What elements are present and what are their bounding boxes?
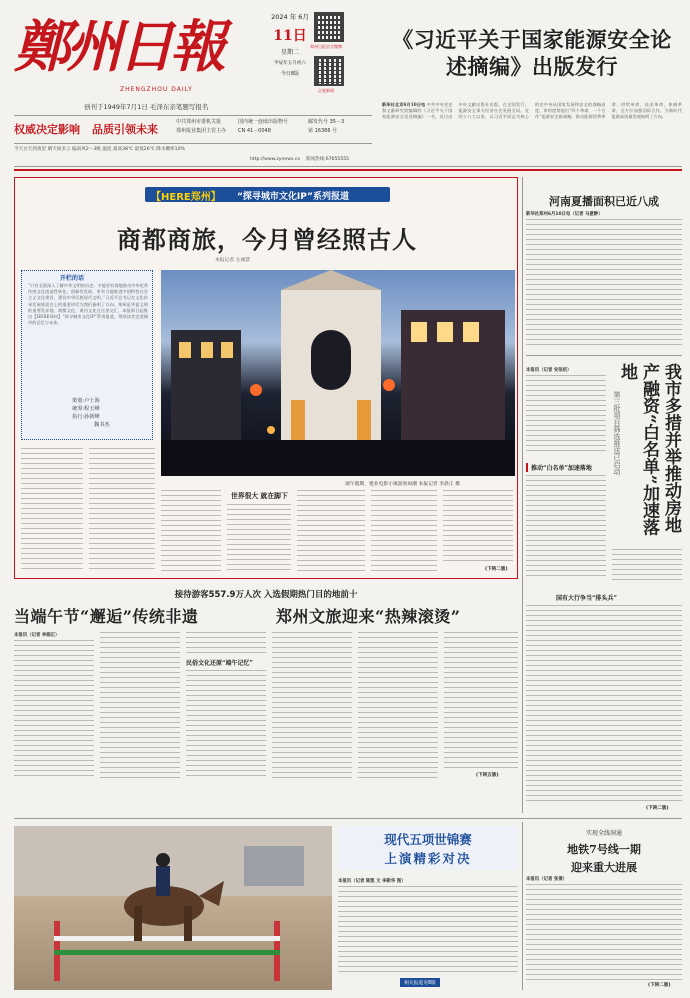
date-day: 11日 <box>273 28 307 44</box>
town-scene-graphic <box>161 270 515 476</box>
masthead-divider <box>14 115 372 116</box>
masthead-english: ZHENGZHOU DAILY <box>120 86 193 93</box>
equestrian-caption <box>400 978 440 987</box>
top-divider <box>14 166 682 167</box>
lead-story-body <box>382 102 682 172</box>
story2-body-bottom <box>526 605 682 805</box>
equestrian-photo <box>14 826 332 990</box>
qr-caption-weibo: 郑州日报官方微博 <box>310 44 342 49</box>
top-divider-red <box>14 169 682 171</box>
here-feature-box <box>14 177 518 579</box>
lead-story <box>382 8 682 173</box>
festival-col-4 <box>272 632 352 778</box>
festival-col-1 <box>14 640 94 778</box>
festival-col-3 <box>186 632 266 654</box>
founded-line: 创刊于1949年7月1日 毛泽东亲笔题写报名 <box>84 103 209 111</box>
feature-photo <box>161 270 515 476</box>
story2-section-2: 国有大行争当“排头兵” <box>556 595 617 602</box>
date-block <box>268 10 312 105</box>
lead-story-text: 中共中央党史和文献研究院编辑的《习近平关于国家能源安全论述摘编》一书，近日由中央文献出版社出版，在全国发行。能源安全事关经济社会发展全局。党的十八大以来，以习近平同志为核心的党中央从国家发展和安全的战略高度，审时度势提出“四个革命、一个合作”能源安全新战略，推动能源消费革命、供给革命、技术革命、体制革命，全方位加强国际合作，为新时代能源高质量发展指明了方向。 <box>382 102 682 120</box>
post-number: 第 16386 号 <box>308 128 338 134</box>
story1-body <box>526 219 682 349</box>
credit-execution: 执行:孙新峰 <box>72 414 100 420</box>
website-strip <box>250 156 380 162</box>
lead-story-title[interactable]: 《习近平关于国家能源安全论述摘编》出版发行 <box>392 27 672 79</box>
show-jumping-graphic <box>14 826 332 990</box>
festival-col-2 <box>100 632 180 778</box>
equestrian-byline: 本报讯（记者 陈凯 文 李新华 图） <box>338 879 406 884</box>
hotline: 新闻热线:67655555 <box>305 157 350 162</box>
right-column <box>526 177 682 813</box>
date-month: 2024 年 6月 <box>271 13 309 21</box>
credit-coordination: 统筹:程玉峰 <box>72 406 100 412</box>
equestrian-story <box>338 826 518 990</box>
story2-title[interactable]: 我市多措并举推动房地产融资“白名单”加速落地 <box>617 363 681 536</box>
masthead-title: 鄭州日報 <box>14 14 222 80</box>
right-col-continued: (下转二版) <box>646 806 669 811</box>
bottom-divider <box>14 818 682 819</box>
festival-section: 民俗文化还原“端午记忆” <box>186 660 253 667</box>
metro-byline: 本报讯（记者 张倩） <box>526 877 568 882</box>
lunar-date: 甲辰年五月初六 <box>274 61 306 66</box>
column-divider-bottom <box>522 822 523 990</box>
weather-text: 今天白天到夜里 晴天间多云 偏南风2～3级 温度 最高38℃ 最低26℃ 降水概率10% <box>14 147 185 152</box>
weekday: 星期二 <box>280 49 299 56</box>
publisher-box <box>176 118 372 140</box>
equestrian-title-2[interactable]: 上演精彩对决 <box>384 851 472 866</box>
feature-headline[interactable]: 商都商旅，今月曾经照古人 <box>117 225 417 254</box>
credit-execution-2: 魏书杰 <box>94 422 110 428</box>
story2-subtitle: 第三批项目筛选推送已启动 <box>613 391 621 475</box>
weather-strip <box>14 146 372 155</box>
banner-tag: 【HERE郑州】 <box>151 192 221 203</box>
festival-continued: (下转五版) <box>476 773 499 778</box>
metro-body <box>526 884 682 982</box>
weather-divider <box>14 143 372 144</box>
festival-col-5 <box>358 632 438 778</box>
metro-story <box>526 826 682 990</box>
story2-byline: 本报讯（记者 安依依） <box>526 368 572 373</box>
qr-code-zhengguan <box>314 56 344 86</box>
publisher-2: 郑州报业集团主管主办 <box>176 128 227 134</box>
equestrian-body <box>338 886 518 976</box>
festival-byline: 本报讯（记者 李娟正） <box>14 633 60 638</box>
credit-planning: 策划:卢士海 <box>72 398 100 404</box>
festival-headline-left[interactable]: 当端午节“邂逅”传统非遗 <box>14 607 199 626</box>
festival-story <box>14 588 518 818</box>
story1-byline: 新华社郑州6月10日电（记者 马意翀） <box>526 212 603 217</box>
story1-divider <box>526 355 682 356</box>
metro-kicker: 实现全线洞通 <box>585 830 622 837</box>
equestrian-caption-text: 相关报道见8版 <box>404 981 436 986</box>
slogan-2: 品质引领未来 <box>92 123 158 136</box>
cn-number: CN 41－0048 <box>238 128 271 134</box>
lead-story-byline: 新华社北京6月10日电 <box>382 102 426 107</box>
festival-headline-right[interactable]: 郑州文旅迎来“热辣滚烫” <box>276 607 461 626</box>
feature-byline: 本报记者 左丽慧 <box>215 258 251 263</box>
equestrian-title-1[interactable]: 现代五项世锦赛 <box>384 832 472 847</box>
article-column-4 <box>227 504 291 572</box>
festival-col-3b <box>186 670 266 778</box>
metro-title-2[interactable]: 迎来重大进展 <box>571 861 637 874</box>
festival-kicker: 接待游客557.9万人次 入选假期热门目的地前十 <box>174 590 358 600</box>
article-column-7 <box>443 490 513 564</box>
publisher: 中共郑州市委机关报 <box>176 119 222 125</box>
post-label: 邮发代号 35－3 <box>308 119 345 125</box>
website[interactable]: http://www.zynews.cn <box>250 157 301 162</box>
festival-col-6 <box>444 632 518 770</box>
story2-body-mid <box>526 475 606 579</box>
story2-body-right <box>612 549 682 583</box>
photo-caption: 端午假期，建业电影小镇游客如潮 本报记者 李晨正 摄 <box>345 482 460 487</box>
article-column-1 <box>21 448 83 572</box>
metro-title-1[interactable]: 地铁7号线一期 <box>567 843 641 856</box>
sidebar-box <box>21 270 153 440</box>
article-column-2 <box>89 448 155 572</box>
banner-theme: “探寻城市文化IP”系列报道 <box>237 192 349 202</box>
feature-subhead: 世界很大 就在脚下 <box>231 492 288 500</box>
story1-title[interactable]: 河南夏播面积已近八成 <box>549 195 659 208</box>
credits <box>72 397 110 429</box>
sidebar-label: 开栏的话 <box>60 275 85 282</box>
feature-continued: (下转二版) <box>485 567 508 572</box>
page-count: 今日8版 <box>280 71 300 77</box>
qr-code-weibo <box>314 12 344 42</box>
article-column-5 <box>297 490 365 572</box>
metro-continued: (下转二版) <box>648 983 671 988</box>
article-column-3 <box>161 490 221 572</box>
column-divider-right <box>522 177 523 813</box>
story2-body-left <box>526 375 606 455</box>
sidebar-text: “只有全面深入了解中华文明的历史，才能更有效地推动中华优秀传统文化创造性转化、创新性发展，更有力地推进中国特色社会主义文化建设，建设中华民族现代文明。”习近平总书记在文化传承发展座谈会上的重要讲话为我们指明了方向。郑州是华夏文明的重要发祥地，商都文化、黄河文化在这里交汇，本报即日起推出【HERE郑州】“探寻城市文化IP”系列报道，带领读者走进城市的记忆与未来。 <box>28 283 148 326</box>
cn-label: 国内统一连续出版物号 <box>238 119 289 125</box>
story2-section: 推动“白名单”加速落地 <box>526 463 592 472</box>
qr-caption-zhengguan: 正观新闻 <box>318 88 334 93</box>
article-column-6 <box>371 490 437 572</box>
slogan-1: 权威决定影响 <box>14 123 80 136</box>
